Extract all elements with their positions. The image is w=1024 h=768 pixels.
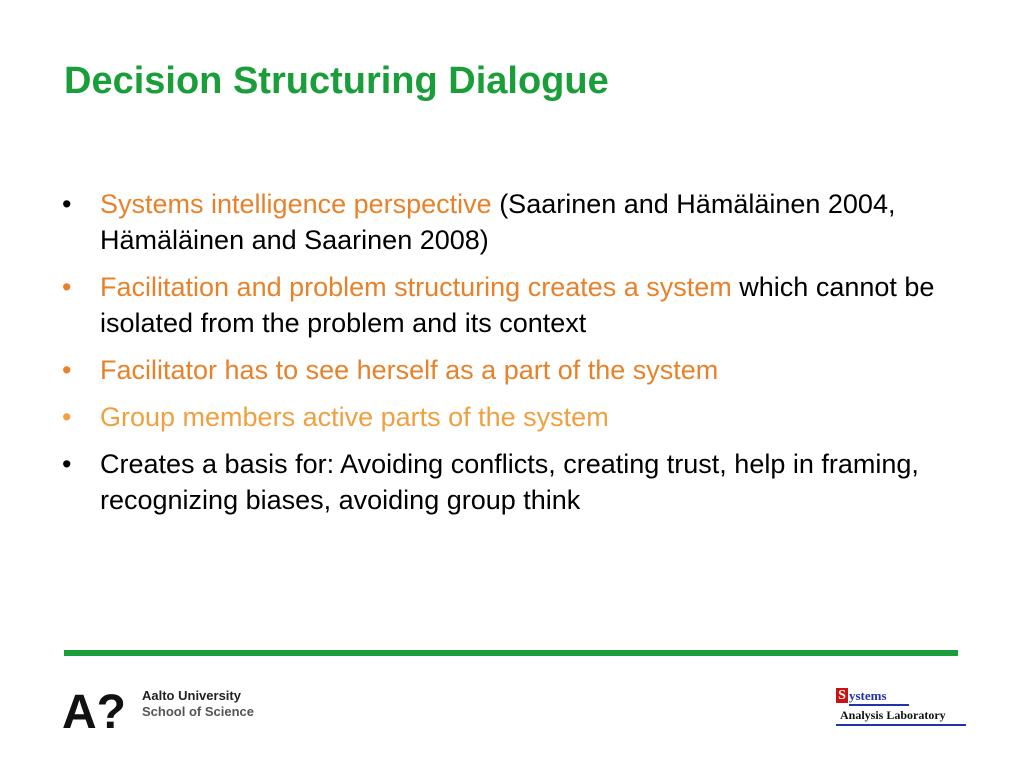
bullet-text: Creates a basis for: Avoiding conflicts, creating trust, help in framing, recognizing biases, avoiding group think [100,449,919,515]
bullet-marker: • [62,189,72,219]
systems-analysis-lab-logo [836,688,966,730]
sal-top-underline [849,704,909,706]
bullet-item [62,446,982,518]
school-of-science-label: School of Science [142,704,254,719]
sal-lab-label: Analysis Laboratory [840,708,946,722]
sal-ystems-label: ystems [849,688,887,703]
bullet-marker: • [62,402,72,432]
bullet-marker: • [62,272,72,302]
slide-title: Decision Structuring Dialogue [64,60,609,102]
aalto-wordmark [142,688,254,720]
bullet-item [62,269,982,341]
aalto-university-label: Aalto University [142,688,241,703]
bullet-highlight: Facilitator has to see herself as a part of the system [100,355,719,385]
aalto-logo-text: A? [62,688,126,732]
bullet-highlight: Systems intelligence perspective [100,189,492,219]
bullet-marker: • [62,449,72,479]
sal-s-letter: S [836,688,848,703]
bullet-item [62,352,982,388]
bullet-item [62,186,982,258]
bullet-list [62,186,982,529]
footer-divider [64,650,958,656]
bullet-text: (Saarinen and Hämäläinen 2004, Hämäläinen and Saarinen 2008) [100,189,896,255]
bullet-text: which cannot be isolated from the problem and its context [100,272,935,338]
bullet-highlight: Group members active parts of the system [100,402,609,432]
bullet-item [62,399,982,435]
aalto-logo-icon [62,688,132,732]
bullet-highlight: Facilitation and problem structuring creates a system [100,272,732,302]
sal-bottom-underline [836,724,966,726]
bullet-marker: • [62,355,72,385]
